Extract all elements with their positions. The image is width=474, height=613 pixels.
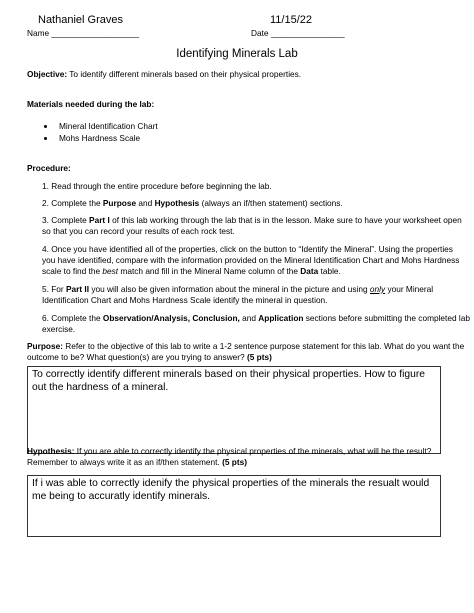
hypothesis-prompt-line-2 [27, 457, 247, 468]
step3-part-1: Part I [89, 215, 110, 225]
page-title: Identifying Minerals Lab [176, 48, 298, 60]
materials-item-label: Mineral Identification Chart [59, 121, 158, 131]
purpose-answer-field[interactable]: To correctly identify different minerals based on their physical properties. How to figure out the hardness of a mineral. [27, 366, 441, 454]
materials-item-label: Mohs Hardness Scale [59, 133, 141, 143]
purpose-points: (5 pts) [246, 352, 272, 362]
materials-item [44, 121, 158, 132]
step6-sections: Observation/Analysis, Conclusion, [102, 313, 240, 323]
step3-text: 3. Complete [42, 215, 90, 225]
bullet-icon [44, 137, 47, 140]
step3-text: of this lab working through the lab that is in the lesson. Make sure to have your worksheet open [109, 215, 462, 225]
step5-part-2: Part II [65, 284, 90, 294]
date-value: 11/15/22 [270, 14, 313, 26]
objective-label: Objective: [27, 69, 68, 79]
step4-best: best [102, 266, 119, 276]
materials-item [44, 133, 140, 144]
step6-text: and [239, 313, 259, 323]
procedure-step-4-line-2: you have identified, compare with the information provided on the Mineral Identification Chart and Mohs Hardness [42, 255, 460, 265]
step4-text: table. [318, 266, 341, 276]
step6-text: sections before submitting the completed lab [303, 313, 470, 323]
procedure-step-6-line-2: exercise. [42, 324, 76, 334]
step2-purpose: Purpose [102, 198, 137, 208]
hypothesis-text: Remember to always write it as an if/then statement. [27, 457, 223, 467]
procedure-step-5 [42, 284, 433, 295]
step4-data: Data [300, 266, 319, 276]
hypothesis-points: (5 pts) [222, 457, 247, 467]
procedure-step-1: 1. Read through the entire procedure before beginning the lab. [42, 181, 272, 191]
purpose-prompt [27, 341, 464, 352]
student-name: Nathaniel Graves [38, 14, 123, 26]
step5-text: you will also be given information about the mineral in the picture and using [89, 284, 370, 294]
procedure-step-3 [42, 215, 462, 226]
purpose-prompt-line-2 [27, 352, 272, 363]
procedure-step-2 [42, 198, 343, 209]
step5-text: 5. For [42, 284, 66, 294]
procedure-step-3-line-2: so that you can record your results of each rock test. [42, 226, 235, 236]
materials-heading: Materials needed during the lab: [27, 99, 155, 109]
step6-application: Application [258, 313, 304, 323]
step5-text: your Mineral [385, 284, 434, 294]
hypothesis-text: If you are able to correctly identify the physical properties of the minerals, what will be the result? [74, 446, 432, 456]
name-line-label: Name ___________________ [27, 28, 140, 38]
step2-text: 2. Complete the [42, 198, 103, 208]
procedure-step-5-line-2: Identification Chart and Mohs Hardness Scale identify the mineral in question. [42, 295, 328, 305]
objective [27, 69, 301, 80]
procedure-step-4-line-1: 4. Once you have identified all of the properties, click on the button to “Identify the Mineral”. Using the properties [42, 244, 453, 254]
step6-text: 6. Complete the [42, 313, 103, 323]
purpose-label: Purpose: [27, 341, 63, 351]
procedure-step-4-line-3 [42, 266, 341, 277]
step4-text: scale to find the [42, 266, 103, 276]
procedure-heading: Procedure: [27, 163, 71, 173]
purpose-text: outcome to be? What question(s) are you trying to answer? [27, 352, 247, 362]
hypothesis-answer-field[interactable]: If i was able to correctly idenify the physical properties of the minerals the resualt would me being to accuratly identify minerals. [27, 475, 441, 537]
bullet-icon [44, 125, 47, 128]
step2-text: and [136, 198, 155, 208]
hypothesis-prompt [27, 446, 431, 457]
objective-text: To identify different minerals based on their physical properties. [69, 69, 302, 79]
procedure-step-6 [42, 313, 470, 324]
step2-hypothesis: Hypothesis [154, 198, 200, 208]
step2-text: (always an if/then statement) sections. [199, 198, 343, 208]
date-line-label: Date ________________ [251, 28, 345, 38]
step4-text: match and fill in the Mineral Name column of the [118, 266, 301, 276]
step5-only: only [369, 284, 386, 294]
purpose-text: Refer to the objective of this lab to write a 1-2 sentence purpose statement for this lab. What do you want the [62, 341, 465, 351]
hypothesis-label: Hypothesis: [27, 446, 75, 456]
